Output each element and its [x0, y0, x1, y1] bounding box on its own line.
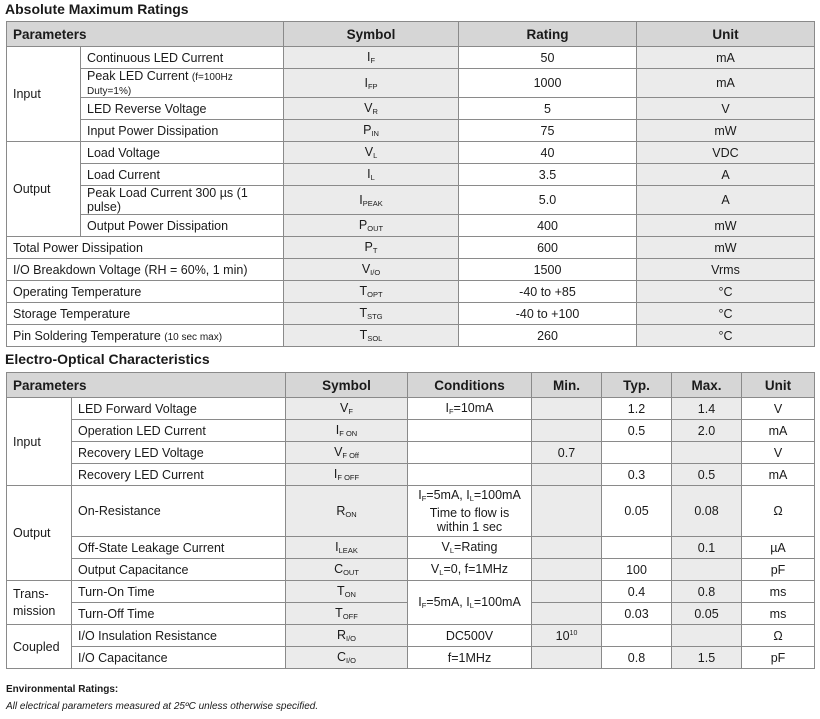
- symbol-cell: $T_{ON}$: [286, 581, 408, 603]
- table-row: [7, 398, 815, 420]
- rating-cell: 40: [459, 142, 637, 164]
- rating-cell: -40 to +100: [459, 303, 637, 325]
- eoc-group-transmission: Trans- mission: [7, 581, 72, 625]
- environmental-ratings-text: All electrical parameters measured at 25ºC unless otherwise specified.: [6, 701, 319, 712]
- unit-cell: mW: [637, 120, 815, 142]
- typ-cell: 0.5: [602, 420, 672, 442]
- typ-cell: 0.3: [602, 464, 672, 486]
- typ-cell: 0.03: [602, 603, 672, 625]
- param-label: On-Resistance: [72, 486, 286, 537]
- table-row: [7, 186, 815, 215]
- table-row: [7, 303, 815, 325]
- min-cell: [532, 420, 602, 442]
- rating-cell: 1500: [459, 259, 637, 281]
- table-row: [7, 537, 815, 559]
- rating-cell: 75: [459, 120, 637, 142]
- min-cell: [532, 603, 602, 625]
- symbol-cell: $V_{F Off}$: [286, 442, 408, 464]
- amr-header-symbol: Symbol: [284, 22, 459, 47]
- min-cell: $10^{10}$: [532, 625, 602, 647]
- amr-title: Absolute Maximum Ratings: [5, 1, 189, 17]
- rating-cell: 1000: [459, 69, 637, 98]
- amr-header-row: [7, 22, 815, 47]
- table-row: [7, 259, 815, 281]
- unit-cell: µA: [742, 537, 815, 559]
- eoc-header-conditions: Conditions: [408, 373, 532, 398]
- param-label: Operating Temperature: [7, 281, 284, 303]
- param-label: Storage Temperature: [7, 303, 284, 325]
- typ-cell: [602, 537, 672, 559]
- param-label: Recovery LED Voltage: [72, 442, 286, 464]
- max-cell: 0.08: [672, 486, 742, 537]
- symbol-cell: $I_{LEAK}$: [286, 537, 408, 559]
- rating-cell: 400: [459, 215, 637, 237]
- unit-cell: V: [742, 398, 815, 420]
- table-row: [7, 281, 815, 303]
- rating-cell: 5.0: [459, 186, 637, 215]
- symbol-cell: $T_{OFF}$: [286, 603, 408, 625]
- typ-cell: 0.05: [602, 486, 672, 537]
- amr-group-output: Output: [7, 142, 81, 237]
- eoc-header-symbol: Symbol: [286, 373, 408, 398]
- eoc-group-input: Input: [7, 398, 72, 486]
- param-label: Load Current: [81, 164, 284, 186]
- min-cell: 0.7: [532, 442, 602, 464]
- param-label: Continuous LED Current: [81, 47, 284, 69]
- min-cell: [532, 559, 602, 581]
- param-label: Load Voltage: [81, 142, 284, 164]
- param-label: Peak Load Current 300 µs (1 pulse): [81, 186, 284, 215]
- amr-group-input: Input: [7, 47, 81, 142]
- min-cell: [532, 581, 602, 603]
- eoc-header-row: [7, 373, 815, 398]
- conditions-cell: [408, 420, 532, 442]
- symbol-cell: $R_{I/O}$: [286, 625, 408, 647]
- param-label: Output Power Dissipation: [81, 215, 284, 237]
- param-label: Pin Soldering Temperature (10 sec max): [7, 325, 284, 347]
- param-label: Off-State Leakage Current: [72, 537, 286, 559]
- table-row: [7, 98, 815, 120]
- max-cell: 0.1: [672, 537, 742, 559]
- eoc-group-output: Output: [7, 486, 72, 581]
- eoc-header-unit: Unit: [742, 373, 815, 398]
- conditions-cell: $I_F=5mA$, $I_L=100mA$ Time to flow is within 1 sec: [408, 486, 532, 537]
- absolute-maximum-ratings-table: [6, 21, 815, 347]
- table-row: [7, 486, 815, 537]
- conditions-cell: DC500V: [408, 625, 532, 647]
- max-cell: 1.5: [672, 647, 742, 669]
- unit-cell: °C: [637, 325, 815, 347]
- unit-cell: mA: [742, 420, 815, 442]
- param-note: (10 sec max): [164, 331, 223, 343]
- unit-cell: °C: [637, 303, 815, 325]
- unit-cell: pF: [742, 647, 815, 669]
- param-label: I/O Insulation Resistance: [72, 625, 286, 647]
- conditions-cell: $I_F=5mA$, $I_L=100mA$: [408, 581, 532, 625]
- table-row: [7, 142, 815, 164]
- table-row: [7, 581, 815, 603]
- symbol-cell: $V_{I/O}$: [284, 259, 459, 281]
- param-label: Peak LED Current (f=100Hz Duty=1%): [81, 69, 284, 98]
- conditions-cell: [408, 464, 532, 486]
- unit-cell: A: [637, 164, 815, 186]
- max-cell: 1.4: [672, 398, 742, 420]
- table-row: [7, 47, 815, 69]
- symbol-cell: $I_{FP}$: [284, 69, 459, 98]
- conditions-cell: [408, 442, 532, 464]
- unit-cell: mW: [637, 237, 815, 259]
- symbol-cell: $V_R$: [284, 98, 459, 120]
- unit-cell: V: [637, 98, 815, 120]
- unit-cell: VDC: [637, 142, 815, 164]
- max-cell: 0.8: [672, 581, 742, 603]
- table-row: [7, 164, 815, 186]
- amr-header-unit: Unit: [637, 22, 815, 47]
- symbol-cell: $T_{SOL}$: [284, 325, 459, 347]
- unit-cell: pF: [742, 559, 815, 581]
- eoc-title: Electro-Optical Characteristics: [5, 351, 210, 367]
- max-cell: 0.5: [672, 464, 742, 486]
- table-row: [7, 325, 815, 347]
- table-row: [7, 69, 815, 98]
- param-label: I/O Breakdown Voltage (RH = 60%, 1 min): [7, 259, 284, 281]
- unit-cell: mA: [742, 464, 815, 486]
- eoc-header-max: Max.: [672, 373, 742, 398]
- symbol-cell: $P_T$: [284, 237, 459, 259]
- eoc-group-coupled: Coupled: [7, 625, 72, 669]
- table-row: [7, 120, 815, 142]
- rating-cell: 5: [459, 98, 637, 120]
- min-cell: [532, 398, 602, 420]
- param-label: I/O Capacitance: [72, 647, 286, 669]
- typ-cell: 100: [602, 559, 672, 581]
- rating-cell: 3.5: [459, 164, 637, 186]
- max-cell: 2.0: [672, 420, 742, 442]
- min-cell: [532, 537, 602, 559]
- symbol-cell: $I_L$: [284, 164, 459, 186]
- conditions-cell: $V_L=Rating$: [408, 537, 532, 559]
- param-label: Operation LED Current: [72, 420, 286, 442]
- typ-cell: [602, 625, 672, 647]
- unit-cell: Vrms: [637, 259, 815, 281]
- symbol-cell: $R_{ON}$: [286, 486, 408, 537]
- symbol-cell: $I_{F OFF}$: [286, 464, 408, 486]
- table-row: [7, 420, 815, 442]
- symbol-cell: $P_{IN}$: [284, 120, 459, 142]
- table-row: [7, 625, 815, 647]
- param-label: Turn-On Time: [72, 581, 286, 603]
- param-label: Recovery LED Current: [72, 464, 286, 486]
- table-row: [7, 237, 815, 259]
- symbol-cell: $T_{STG}$: [284, 303, 459, 325]
- conditions-cell: f=1MHz: [408, 647, 532, 669]
- param-label: LED Reverse Voltage: [81, 98, 284, 120]
- typ-cell: 0.8: [602, 647, 672, 669]
- rating-cell: 50: [459, 47, 637, 69]
- table-row: [7, 442, 815, 464]
- electro-optical-characteristics-table: [6, 372, 815, 669]
- unit-cell: mA: [637, 47, 815, 69]
- symbol-cell: $I_{F ON}$: [286, 420, 408, 442]
- min-cell: [532, 464, 602, 486]
- symbol-cell: $C_{I/O}$: [286, 647, 408, 669]
- param-label: LED Forward Voltage: [72, 398, 286, 420]
- unit-cell: ms: [742, 603, 815, 625]
- eoc-header-typ: Typ.: [602, 373, 672, 398]
- rating-cell: 260: [459, 325, 637, 347]
- table-row: [7, 647, 815, 669]
- max-cell: [672, 625, 742, 647]
- unit-cell: Ω: [742, 486, 815, 537]
- unit-cell: °C: [637, 281, 815, 303]
- environmental-ratings-heading: Environmental Ratings:: [6, 684, 119, 695]
- max-cell: [672, 442, 742, 464]
- eoc-header-min: Min.: [532, 373, 602, 398]
- rating-cell: 600: [459, 237, 637, 259]
- symbol-cell: $T_{OPT}$: [284, 281, 459, 303]
- table-row: [7, 559, 815, 581]
- unit-cell: V: [742, 442, 815, 464]
- unit-cell: A: [637, 186, 815, 215]
- typ-cell: 1.2: [602, 398, 672, 420]
- symbol-cell: $C_{OUT}$: [286, 559, 408, 581]
- conditions-cell: $I_F=10mA$: [408, 398, 532, 420]
- min-cell: [532, 647, 602, 669]
- param-label: Turn-Off Time: [72, 603, 286, 625]
- param-label: Output Capacitance: [72, 559, 286, 581]
- eoc-header-parameters: Parameters: [7, 373, 286, 398]
- amr-header-parameters: Parameters: [7, 22, 284, 47]
- rating-cell: -40 to +85: [459, 281, 637, 303]
- conditions-cell: $V_L=0$, f=1MHz: [408, 559, 532, 581]
- unit-cell: ms: [742, 581, 815, 603]
- param-label: Total Power Dissipation: [7, 237, 284, 259]
- max-cell: 0.05: [672, 603, 742, 625]
- unit-cell: mA: [637, 69, 815, 98]
- table-row: [7, 215, 815, 237]
- typ-cell: 0.4: [602, 581, 672, 603]
- symbol-cell: $I_{PEAK}$: [284, 186, 459, 215]
- param-note: (f=100Hz Duty=1%): [87, 72, 233, 97]
- symbol-cell: $V_F$: [286, 398, 408, 420]
- unit-cell: Ω: [742, 625, 815, 647]
- symbol-cell: $V_L$: [284, 142, 459, 164]
- amr-header-rating: Rating: [459, 22, 637, 47]
- min-cell: [532, 486, 602, 537]
- typ-cell: [602, 442, 672, 464]
- param-label: Input Power Dissipation: [81, 120, 284, 142]
- symbol-cell: $P_{OUT}$: [284, 215, 459, 237]
- table-row: [7, 464, 815, 486]
- unit-cell: mW: [637, 215, 815, 237]
- max-cell: [672, 559, 742, 581]
- symbol-cell: $I_F$: [284, 47, 459, 69]
